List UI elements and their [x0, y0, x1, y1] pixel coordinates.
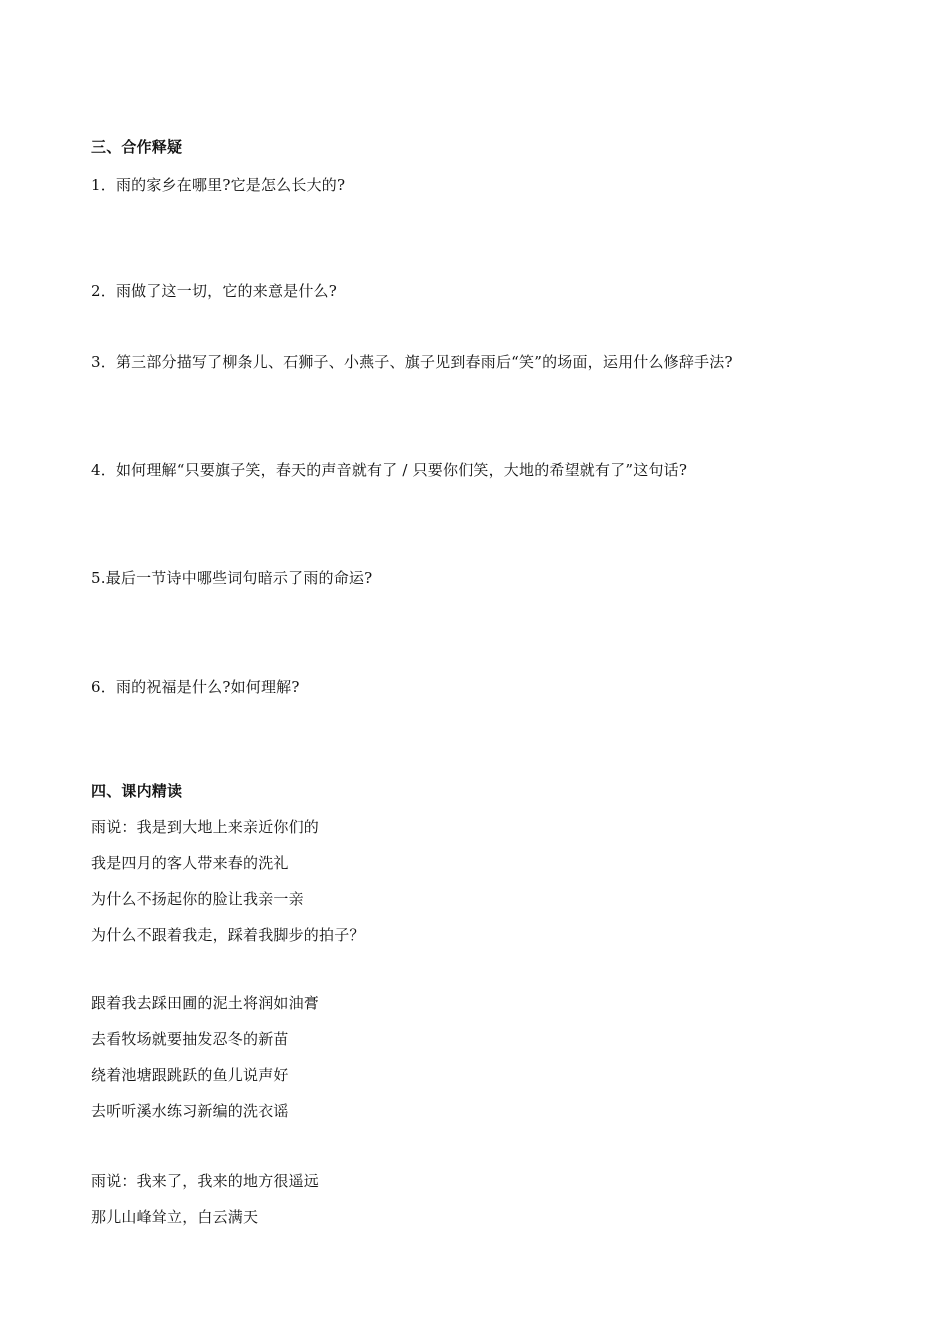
section-title-cooperation: 三、合作释疑	[91, 138, 183, 156]
poem-line: 为什么不扬起你的脸让我亲一亲	[91, 890, 304, 908]
question-2: 2．雨做了这一切，它的来意是什么?	[91, 282, 337, 300]
question-6: 6．雨的祝福是什么?如何理解?	[91, 678, 300, 696]
poem-line: 雨说：我来了，我来的地方很遥远	[91, 1172, 320, 1190]
poem-line: 那儿山峰耸立，白云满天	[91, 1208, 259, 1226]
section-title-reading: 四、课内精读	[91, 782, 183, 800]
poem-line: 为什么不跟着我走，踩着我脚步的拍子？	[91, 926, 365, 944]
poem-line: 去听听溪水练习新编的洗衣谣	[91, 1102, 289, 1120]
poem-line: 雨说：我是到大地上来亲近你们的	[91, 818, 320, 836]
poem-line: 跟着我去踩田圃的泥土将润如油膏	[91, 994, 320, 1012]
poem-line: 去看牧场就要抽发忍冬的新苗	[91, 1030, 289, 1048]
question-4: 4．如何理解“只要旗子笑，春天的声音就有了 / 只要你们笑，大地的希望就有了”这句话?	[91, 461, 688, 479]
question-3: 3．第三部分描写了柳条儿、石狮子、小燕子、旗子见到春雨后“笑”的场面，运用什么修辞手法?	[91, 353, 733, 371]
poem-line: 绕着池塘跟跳跃的鱼儿说声好	[91, 1066, 289, 1084]
question-1: 1．雨的家乡在哪里?它是怎么长大的?	[91, 176, 346, 194]
poem-line: 我是四月的客人带来春的洗礼	[91, 854, 289, 872]
question-5: 5.最后一节诗中哪些词句暗示了雨的命运?	[91, 569, 373, 587]
